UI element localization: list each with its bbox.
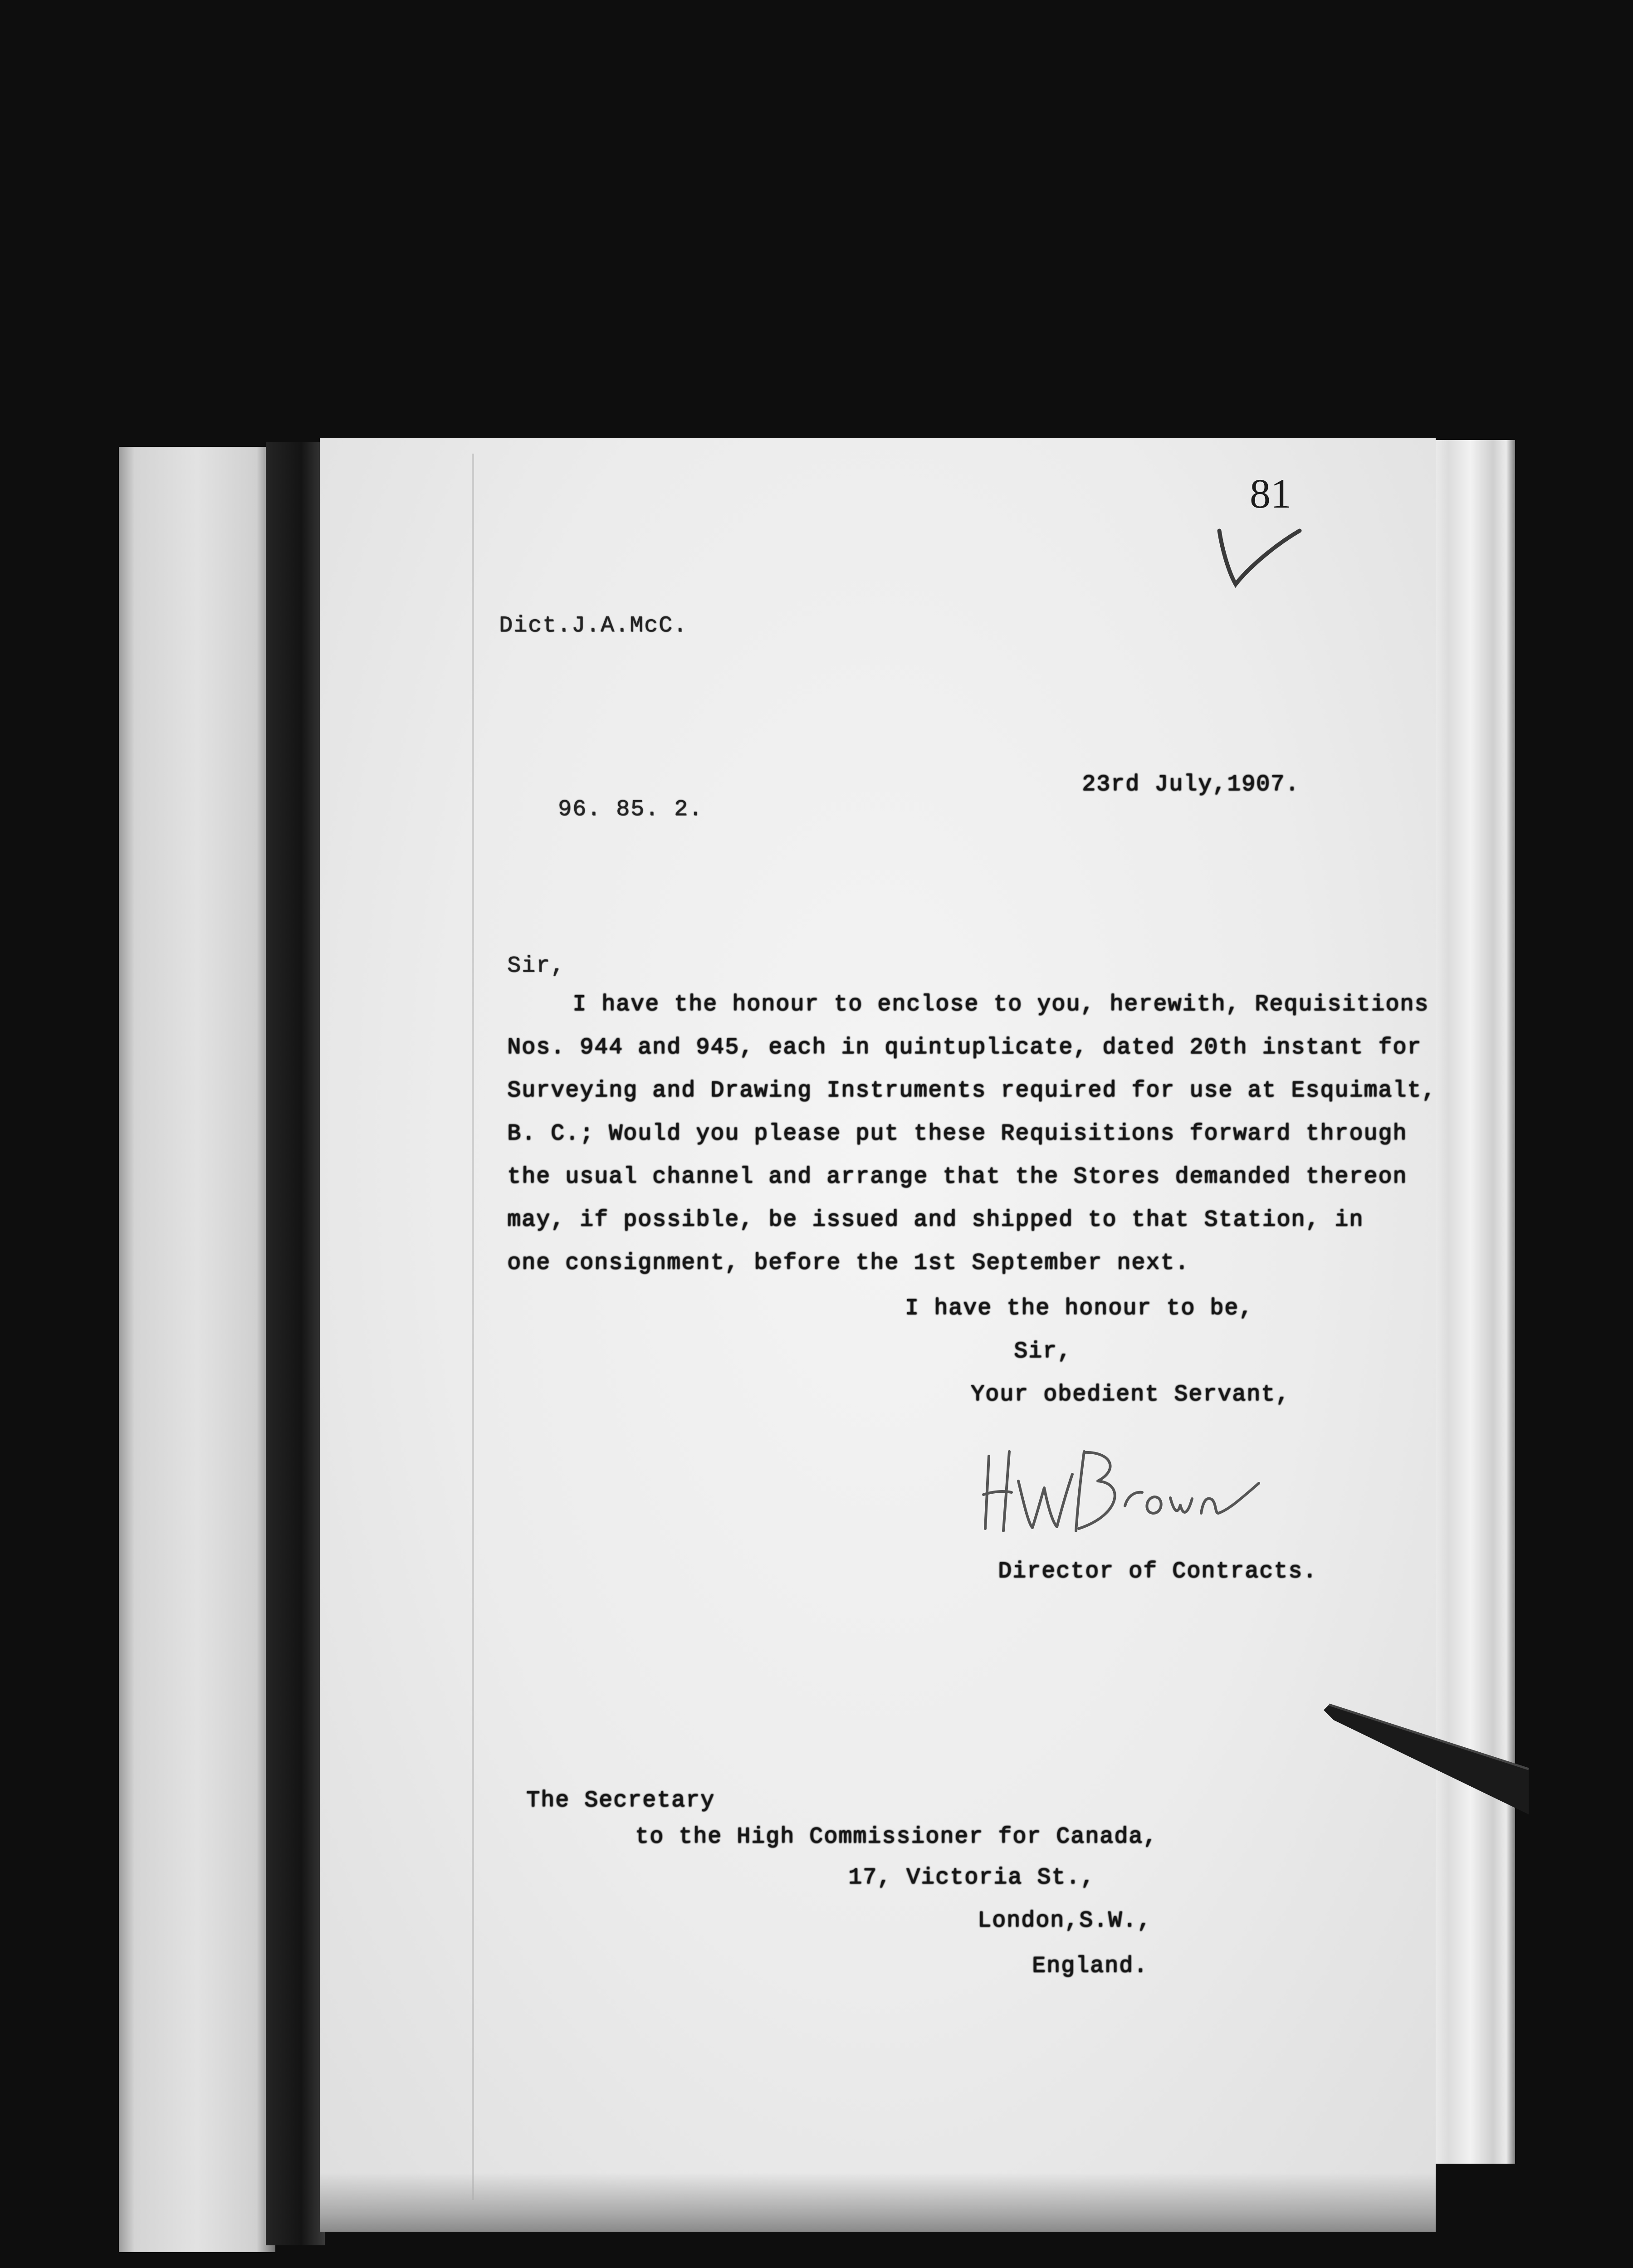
- binding-edge: [266, 442, 325, 2245]
- dictation-reference: Dict.J.A.McC.: [499, 613, 688, 639]
- signature: [975, 1438, 1266, 1542]
- closing-line: I have the honour to be,: [905, 1295, 1254, 1321]
- file-reference: 96. 85. 2.: [558, 797, 704, 822]
- binding-strip-left: [119, 447, 275, 2252]
- signature-title: Director of Contracts.: [998, 1559, 1318, 1584]
- address-line: London,S.W.,: [978, 1908, 1152, 1934]
- page-crease: [472, 454, 474, 2200]
- letter-date: 23rd July,1907.: [1082, 772, 1300, 797]
- pencil-pointer: [1315, 1678, 1533, 1823]
- page-bottom-shadow: [320, 2173, 1436, 2232]
- body-line: I have the honour to enclose to you, herewith, Requisitions: [572, 992, 1429, 1017]
- body-line: Nos. 944 and 945, each in quintuplicate, dated 20th instant for: [507, 1035, 1422, 1061]
- body-line: B. C.; Would you please put these Requisitions forward through: [507, 1121, 1408, 1147]
- address-line: 17, Victoria St.,: [848, 1865, 1095, 1891]
- closing-sir: Sir,: [1014, 1339, 1072, 1364]
- salutation: Sir,: [507, 953, 566, 979]
- letter-page: [320, 438, 1436, 2216]
- body-line: one consignment, before the 1st September next.: [507, 1250, 1190, 1276]
- address-line: The Secretary: [526, 1788, 715, 1813]
- address-line: to the High Commissioner for Canada,: [635, 1824, 1158, 1850]
- address-line: England.: [1032, 1953, 1149, 1979]
- checkmark-icon: [1207, 517, 1306, 599]
- body-line: may, if possible, be issued and shipped to that Station, in: [507, 1207, 1364, 1233]
- body-line: the usual channel and arrange that the Stores demanded thereon: [507, 1164, 1408, 1190]
- folio-number: 81: [1250, 470, 1291, 517]
- body-line: Surveying and Drawing Instruments required for use at Esquimalt,: [507, 1078, 1437, 1104]
- closing-servant: Your obedient Servant,: [971, 1382, 1291, 1408]
